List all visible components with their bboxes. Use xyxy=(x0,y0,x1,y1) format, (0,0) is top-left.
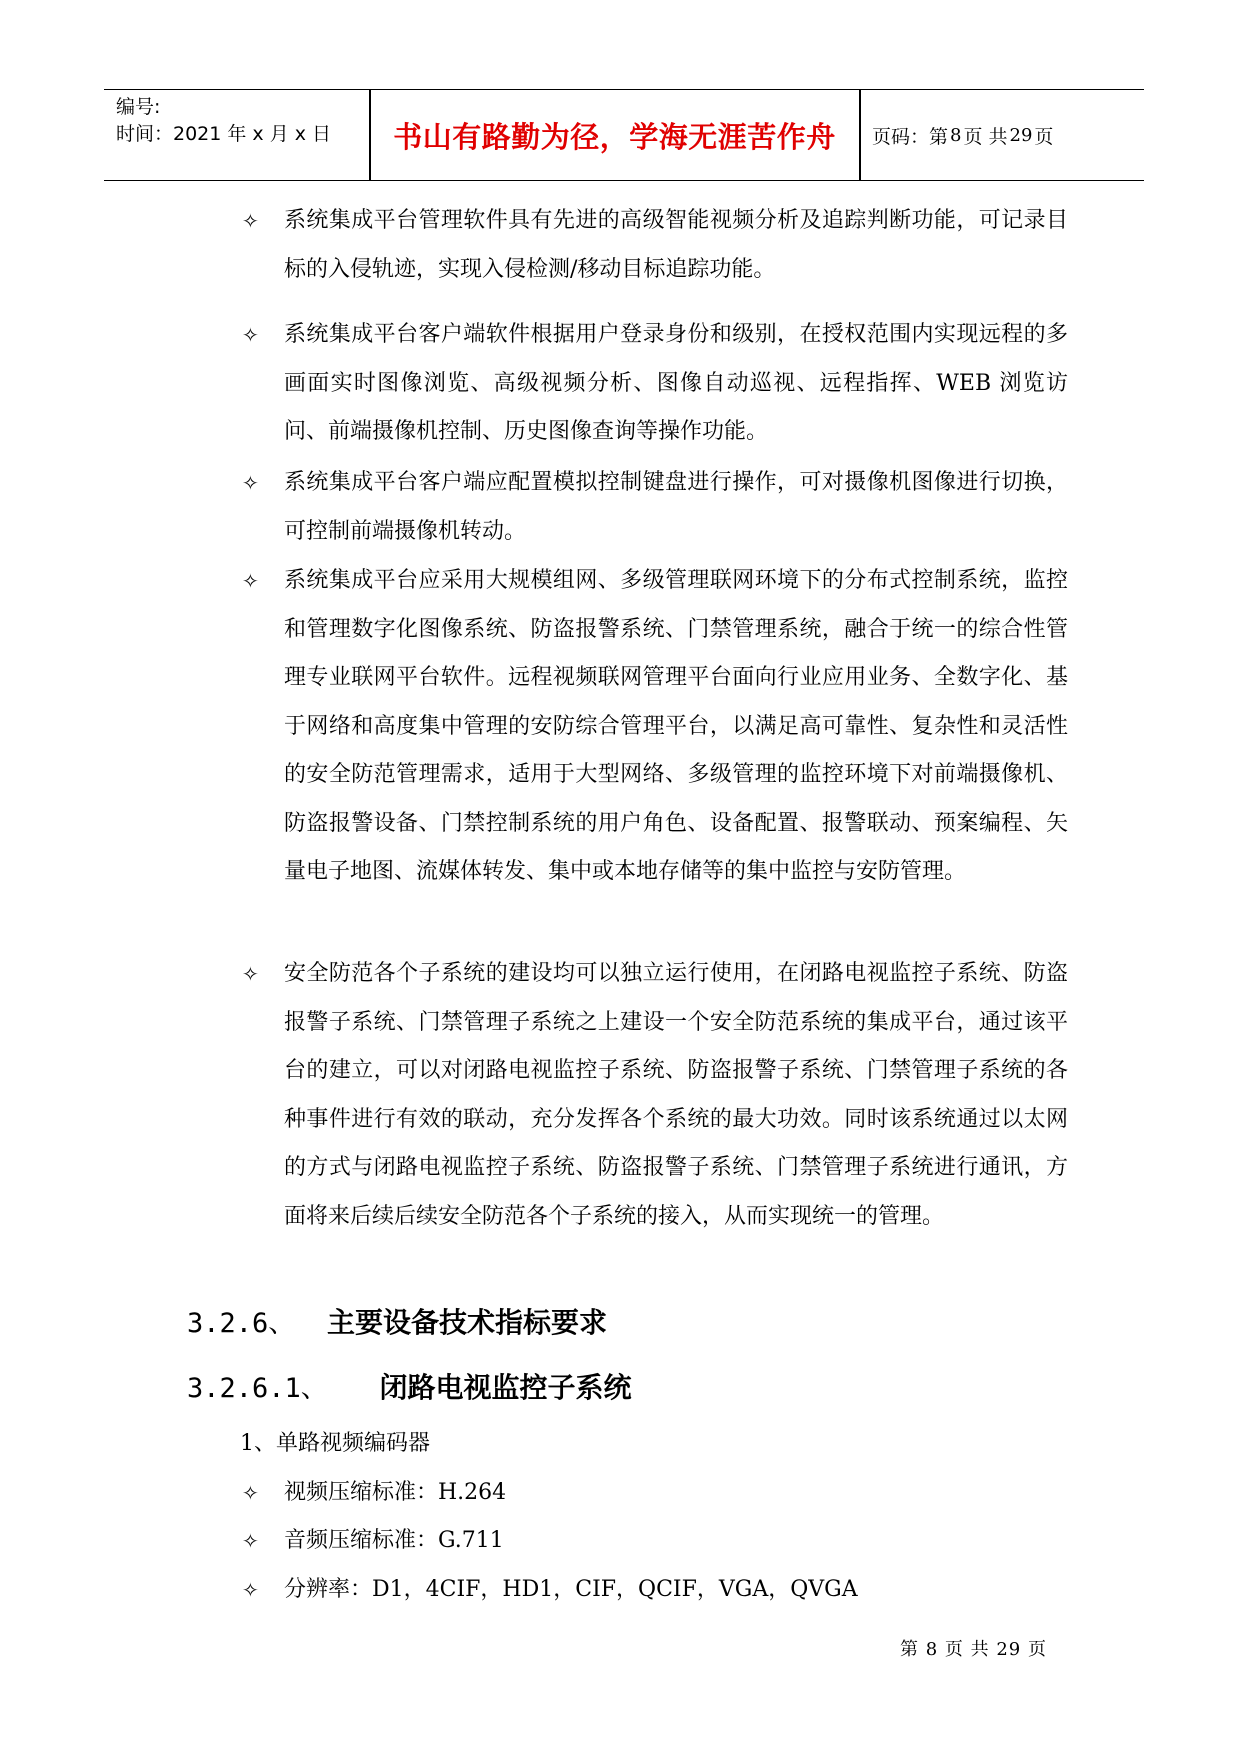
list-item-text: 音频压缩标准：G.711 xyxy=(284,1528,504,1553)
page-total: 29 xyxy=(1009,124,1033,146)
page-footer: 第 8 页 共 29 页 xyxy=(900,1639,1047,1660)
page-header xyxy=(104,89,1144,181)
list-item-text: 系统集成平台应采用大规模组网、多级管理联网环境下的分布式控制系统，监控和管理数字化图像系统、防盗报警系统、门禁管理系统，融合于统一的综合性管理专业联网平台软件。远程视频联网管理平台面向行业应用业务、全数字化、基于网络和高度集中管理的安防综合管理平台，以满足高可靠性、复杂性和灵活性的安全防范管理需求，适用于大型网络、多级管理的监控环境下对前端摄像机、防盗报警设备、门禁控制系统的用户角色、设备配置、报警联动、预案编程、矢量电子地图、流媒体转发、集中或本地存储等的集中监控与安防管理。 xyxy=(284,568,1068,884)
list-item-text: 系统集成平台管理软件具有先进的高级智能视频分析及追踪判断功能，可记录目标的入侵轨迹，实现入侵检测/移动目标追踪功能。 xyxy=(284,208,1068,282)
header-page-number xyxy=(872,90,1142,180)
bullet-icon: ✧ xyxy=(242,471,259,495)
time-label: 时间：2021 年 x 月 x 日 xyxy=(116,123,332,145)
page-prefix: 页码：第 xyxy=(872,125,949,148)
list-item-text: 视频压缩标准：H.264 xyxy=(284,1480,507,1505)
header-divider xyxy=(859,90,861,180)
list-item xyxy=(238,197,1068,294)
bullet-icon: ✧ xyxy=(242,209,259,233)
page-current: 8 xyxy=(950,124,962,146)
list-item xyxy=(238,1469,1068,1518)
item-title: 1、单路视频编码器 xyxy=(240,1431,430,1456)
list-item-text: 安全防范各个子系统的建设均可以独立运行使用，在闭路电视监控子系统、防盗报警子系统、门禁管理子系统之上建设一个安全防范系统的集成平台，通过该平台的建立，可以对闭路电视监控子系统、防盗报警子系统、门禁管理子系统的各种事件进行有效的联动，充分发挥各个系统的最大功效。同时该系统通过以太网的方式与闭路电视监控子系统、防盗报警子系统、门禁管理子系统进行通讯，方面将来后续后续安全防范各个子系统的接入，从而实现统一的管理。 xyxy=(284,961,1068,1229)
subsection-heading xyxy=(187,1368,632,1409)
list-item xyxy=(238,311,1068,457)
bullet-icon: ✧ xyxy=(242,569,259,593)
subsection-title: 闭路电视监控子系统 xyxy=(379,1371,632,1404)
header-meta xyxy=(116,90,364,180)
section-heading xyxy=(187,1303,607,1344)
bullet-icon: ✧ xyxy=(242,323,259,347)
header-motto: 书山有路勤为径，学海无涯苦作舟 xyxy=(393,119,836,154)
page-suffix: 页 xyxy=(1034,125,1054,148)
bullet-icon: ✧ xyxy=(242,1578,259,1602)
list-item xyxy=(238,459,1068,556)
list-item-text: 系统集成平台客户端应配置模拟控制键盘进行操作，可对摄像机图像进行切换，可控制前端摄像机转动。 xyxy=(284,470,1068,544)
list-item-text: 系统集成平台客户端软件根据用户登录身份和级别，在授权范围内实现远程的多画面实时图像浏览、高级视频分析、图像自动巡视、远程指挥、WEB 浏览访问、前端摄像机控制、历史图像查询等操作功能。 xyxy=(284,322,1068,444)
list-item-text: 分辨率：D1，4CIF，HD1，CIF，QCIF，VGA，QVGA xyxy=(284,1577,858,1602)
serial-label: 编号: xyxy=(116,96,161,118)
bullet-icon: ✧ xyxy=(242,1529,259,1553)
page-mid: 页 共 xyxy=(963,125,1008,148)
bullet-icon: ✧ xyxy=(242,1481,259,1505)
bullet-icon: ✧ xyxy=(242,962,259,986)
subsection-number: 3.2.6.1、 xyxy=(187,1373,328,1404)
section-title: 主要设备技术指标要求 xyxy=(327,1306,608,1339)
list-item xyxy=(238,1517,1068,1566)
list-item xyxy=(238,1566,1068,1615)
section-number: 3.2.6、 xyxy=(187,1308,296,1339)
list-item xyxy=(238,557,1068,897)
list-item xyxy=(238,950,1068,1241)
